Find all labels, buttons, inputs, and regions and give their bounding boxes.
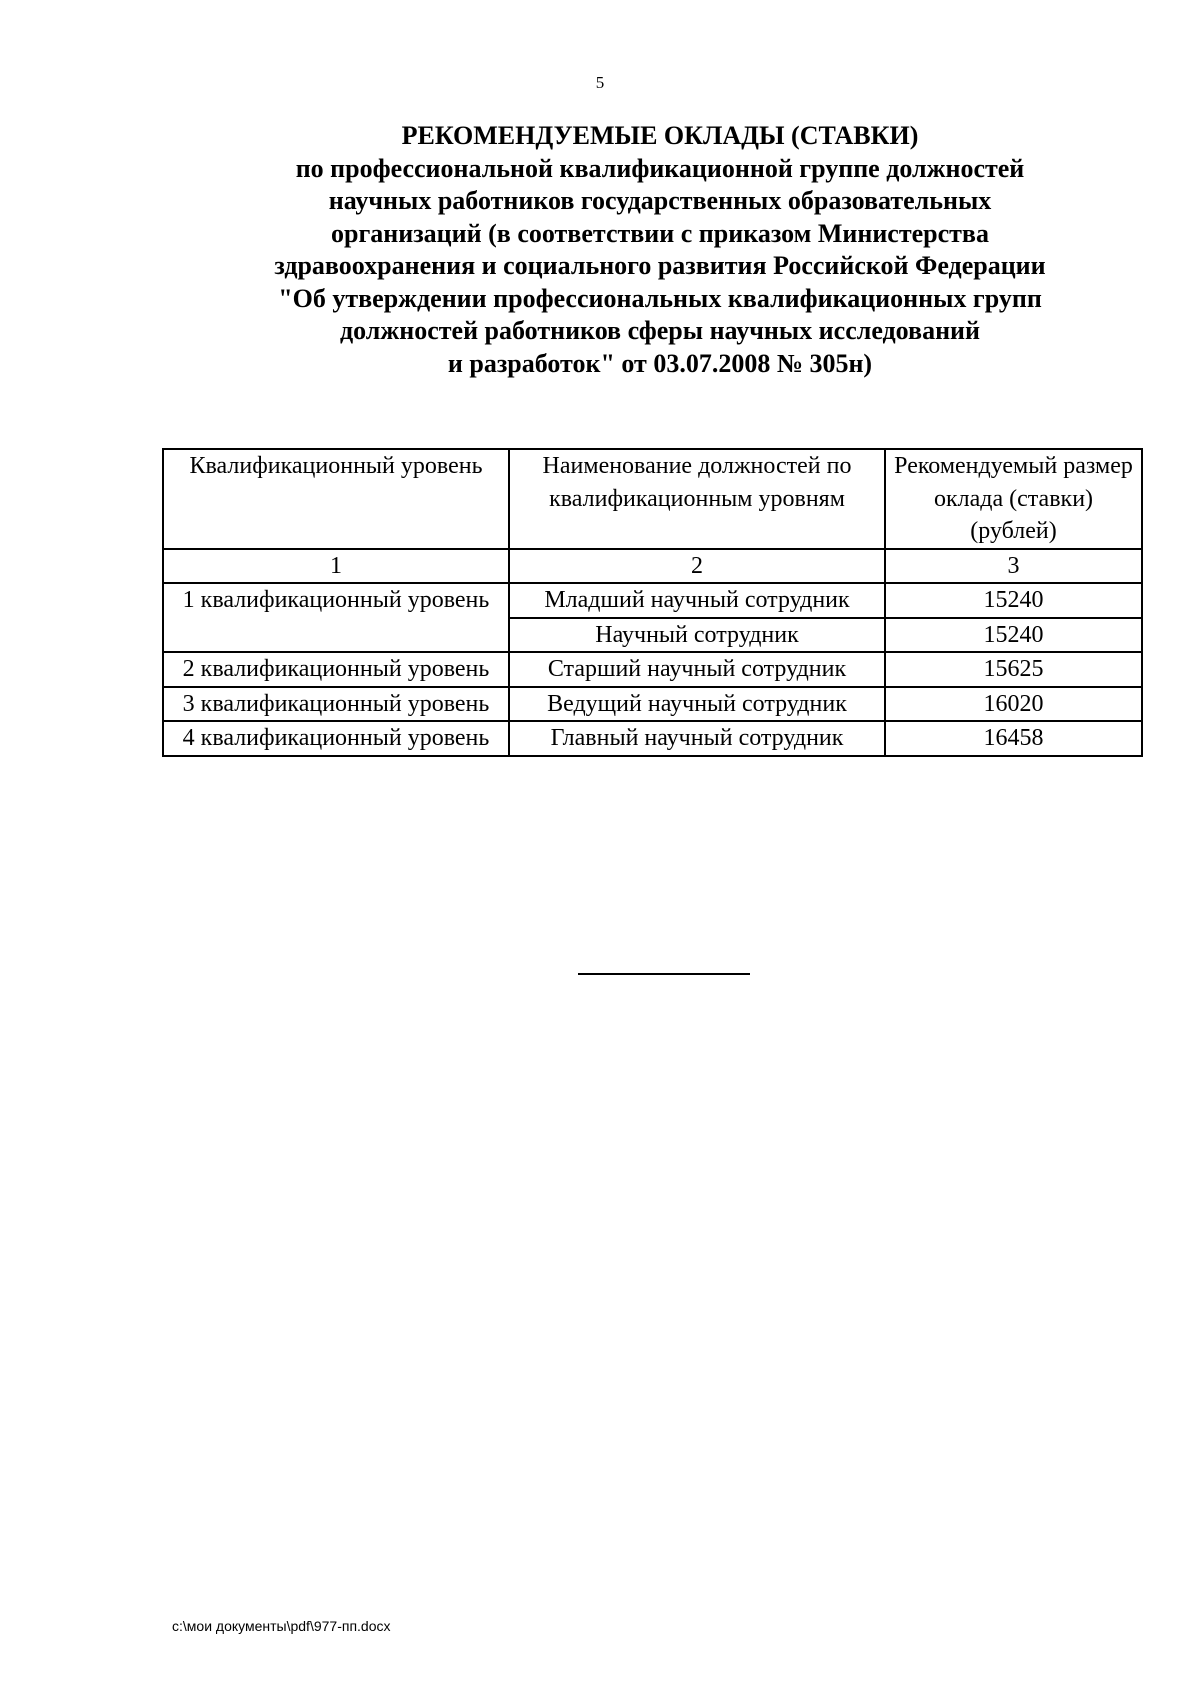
title-line: должностей работников сферы научных исследований bbox=[339, 316, 981, 345]
salary-cell: 15240 bbox=[885, 583, 1142, 618]
column-number: 3 bbox=[885, 549, 1142, 584]
position-name-cell: Главный научный сотрудник bbox=[509, 721, 885, 756]
header-position-name: Наименование должностей по квалификационным уровням bbox=[509, 449, 885, 549]
table-row bbox=[163, 687, 1142, 722]
title-line: и разработок" от 03.07.2008 № 305н) bbox=[447, 348, 873, 378]
title-line: РЕКОМЕНДУЕМЫЕ ОКЛАДЫ (СТАВКИ) bbox=[401, 121, 919, 150]
qualification-level-cell: 3 квалификационный уровень bbox=[163, 687, 509, 722]
title-line: организаций (в соответствии с приказом Министерства bbox=[331, 218, 989, 248]
end-of-document-rule bbox=[578, 973, 750, 975]
page-number: 5 bbox=[595, 73, 605, 92]
title-line: здравоохранения и социального развития Российской Федерации bbox=[274, 251, 1046, 280]
qualification-level-cell: 2 квалификационный уровень bbox=[163, 652, 509, 687]
document-title bbox=[160, 120, 1160, 380]
salary-table bbox=[162, 448, 1143, 757]
salary-cell: 16458 bbox=[885, 721, 1142, 756]
position-name-cell: Научный сотрудник bbox=[509, 618, 885, 653]
table-column-number-row bbox=[163, 549, 1142, 584]
position-name-cell: Младший научный сотрудник bbox=[509, 583, 885, 618]
salary-cell: 16020 bbox=[885, 687, 1142, 722]
column-number: 1 bbox=[163, 549, 509, 584]
footer-file-path: c:\мои документы\pdf\977-пп.docx bbox=[172, 1618, 391, 1634]
column-number: 2 bbox=[509, 549, 885, 584]
title-line: "Об утверждении профессиональных квалификационных групп bbox=[278, 283, 1042, 313]
header-qualification-level: Квалификационный уровень bbox=[163, 449, 509, 549]
position-name-cell: Ведущий научный сотрудник bbox=[509, 687, 885, 722]
qualification-level-cell: 4 квалификационный уровень bbox=[163, 721, 509, 756]
table-row bbox=[163, 652, 1142, 687]
table-header-row bbox=[163, 449, 1142, 549]
header-recommended-salary: Рекомендуемый размер оклада (ставки) (рублей) bbox=[885, 449, 1142, 549]
table-row bbox=[163, 583, 1142, 618]
salary-cell: 15240 bbox=[885, 618, 1142, 653]
title-line: научных работников государственных образовательных bbox=[328, 186, 992, 215]
qualification-level-cell: 1 квалификационный уровень bbox=[163, 583, 509, 652]
table-row bbox=[163, 721, 1142, 756]
salary-cell: 15625 bbox=[885, 652, 1142, 687]
position-name-cell: Старший научный сотрудник bbox=[509, 652, 885, 687]
title-line: по профессиональной квалификационной группе должностей bbox=[295, 153, 1025, 183]
